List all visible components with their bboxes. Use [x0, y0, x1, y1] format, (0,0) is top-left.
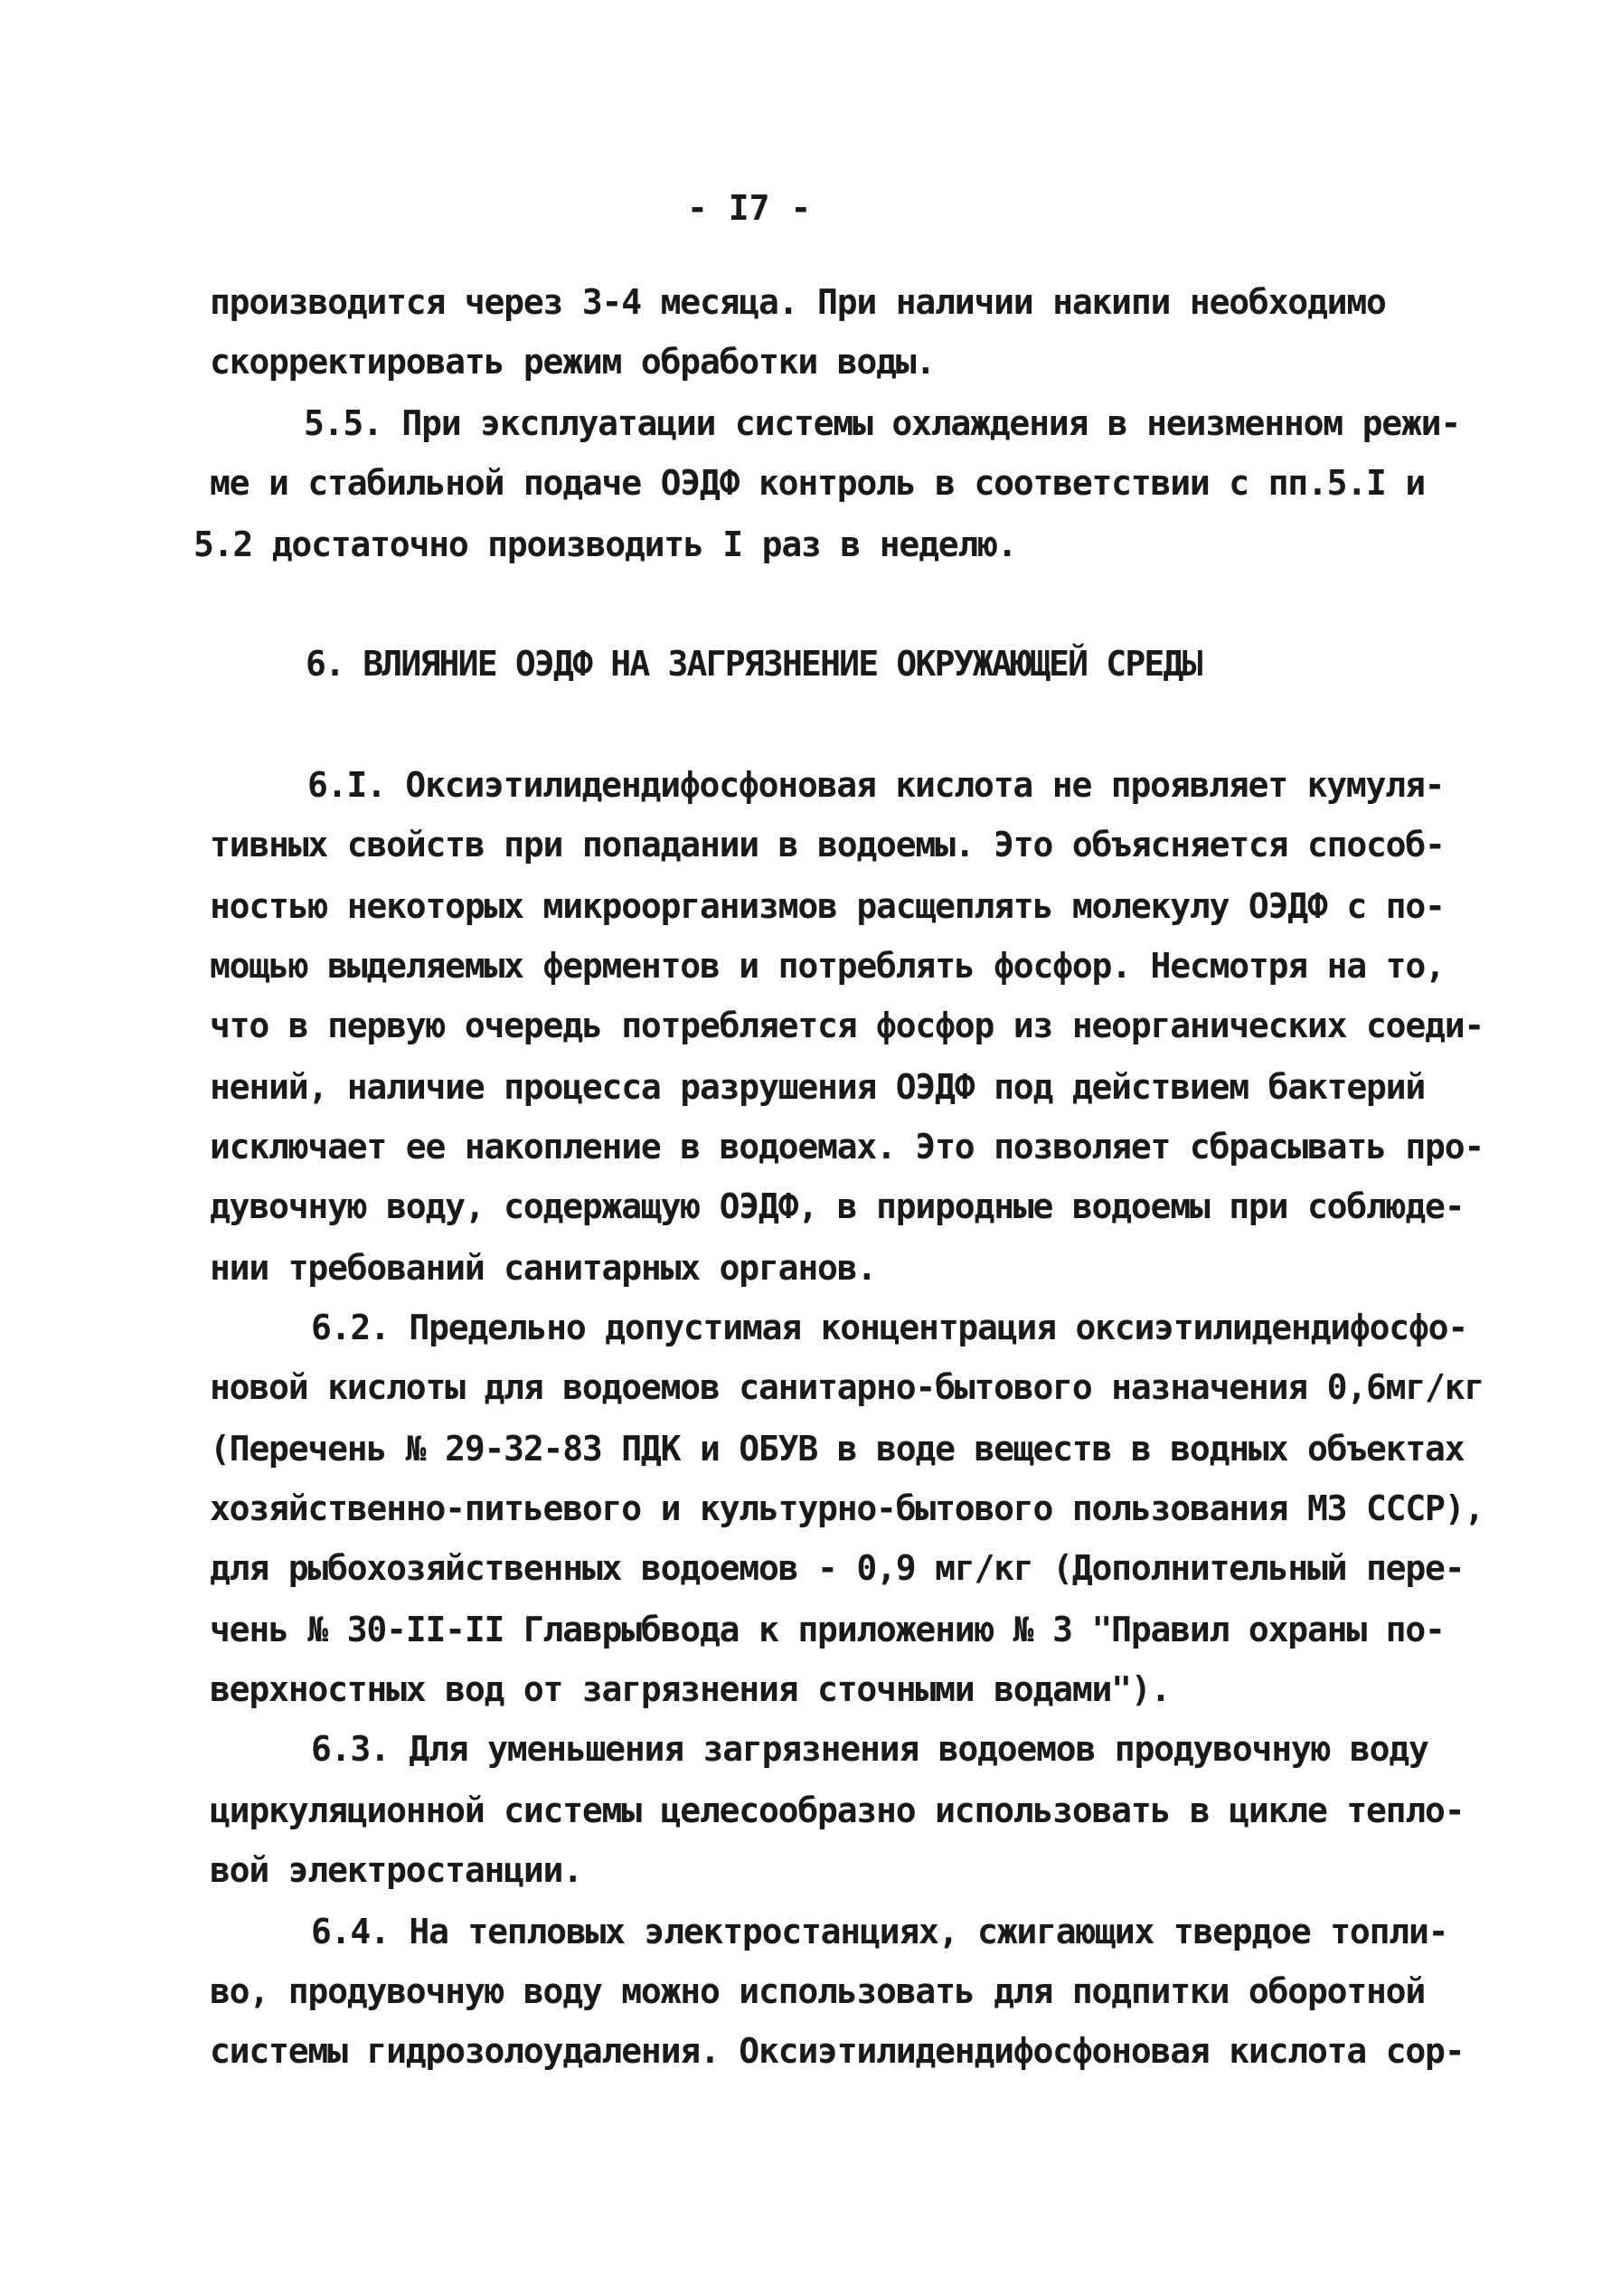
text-line: 5.2 достаточно производить I раз в неделю. — [193, 524, 1017, 564]
text-line: циркуляционной системы целесообразно использовать в цикле тепло- — [210, 1791, 1465, 1830]
text-line: 6.2. Предельно допустимая концентрация оксиэтилидендифосфо- — [311, 1308, 1467, 1347]
text-line: 6.4. На тепловых электростанциях, сжигающих твердое топли- — [311, 1912, 1448, 1951]
text-line: (Перечень № 29-32-83 ПДК и ОБУВ в воде веществ в водных объектах — [210, 1429, 1465, 1469]
text-line: нений, наличие процесса разрушения ОЭДФ под действием бактерий — [210, 1067, 1426, 1107]
text-line: ме и стабильной подаче ОЭДФ контроль в соответствии с пп.5.I и — [210, 463, 1426, 503]
text-line: тивных свойств при попадании в водоемы. Это объясняется способ- — [210, 825, 1445, 865]
section-heading: 6. ВЛИЯНИЕ ОЭДФ НА ЗАГРЯЗНЕНИЕ ОКРУЖАЮЩЕЙ СРЕДЫ — [306, 644, 1202, 684]
text-line: для рыбохозяйственных водоемов - 0,9 мг/кг (Дополнительный пере- — [210, 1548, 1465, 1588]
text-line: 5.5. При эксплуатации системы охлаждения в неизменном режи- — [304, 403, 1460, 443]
text-line: 6.3. Для уменьшения загрязнения водоемов продувочную воду — [311, 1729, 1428, 1769]
text-line: исключает ее накопление в водоемах. Это позволяет сбрасывать про- — [210, 1127, 1484, 1167]
text-line: ностью некоторых микроорганизмов расщеплять молекулу ОЭДФ с по- — [210, 886, 1445, 926]
text-line: скорректировать режим обработки воды. — [210, 342, 936, 382]
text-line: производится через 3-4 месяца. При наличии накипи необходимо — [210, 282, 1386, 322]
text-line: чень № 30-II-II Главрыбвода к приложению № 3 "Правил охраны по- — [210, 1610, 1445, 1649]
text-line: нии требований санитарных органов. — [210, 1248, 877, 1288]
text-line: системы гидрозолоудаления. Оксиэтилидендифосфоновая кислота сор- — [210, 2031, 1465, 2071]
text-line: что в первую очередь потребляется фосфор из неорганических соеди- — [210, 1006, 1484, 1045]
text-line: 6.I. Оксиэтилидендифосфоновая кислота не проявляет кумуля- — [307, 765, 1445, 805]
text-line: вой электростанции. — [210, 1850, 582, 1890]
text-line: дувочную воду, содержащую ОЭДФ, в природные водоемы при соблюде- — [210, 1186, 1465, 1226]
text-line: во, продувочную воду можно использовать для подпитки оборотной — [210, 1971, 1426, 2011]
text-line: верхностных вод от загрязнения сточными водами"). — [210, 1669, 1171, 1709]
text-line: мощью выделяемых ферментов и потреблять фосфор. Несмотря на то, — [210, 946, 1445, 986]
text-line: новой кислоты для водоемов санитарно-бытового назначения 0,6мг/кг — [210, 1367, 1484, 1407]
page-number: - I7 - — [687, 188, 812, 228]
text-line: хозяйственно-питьевого и культурно-бытового пользования МЗ СССР), — [210, 1488, 1484, 1528]
